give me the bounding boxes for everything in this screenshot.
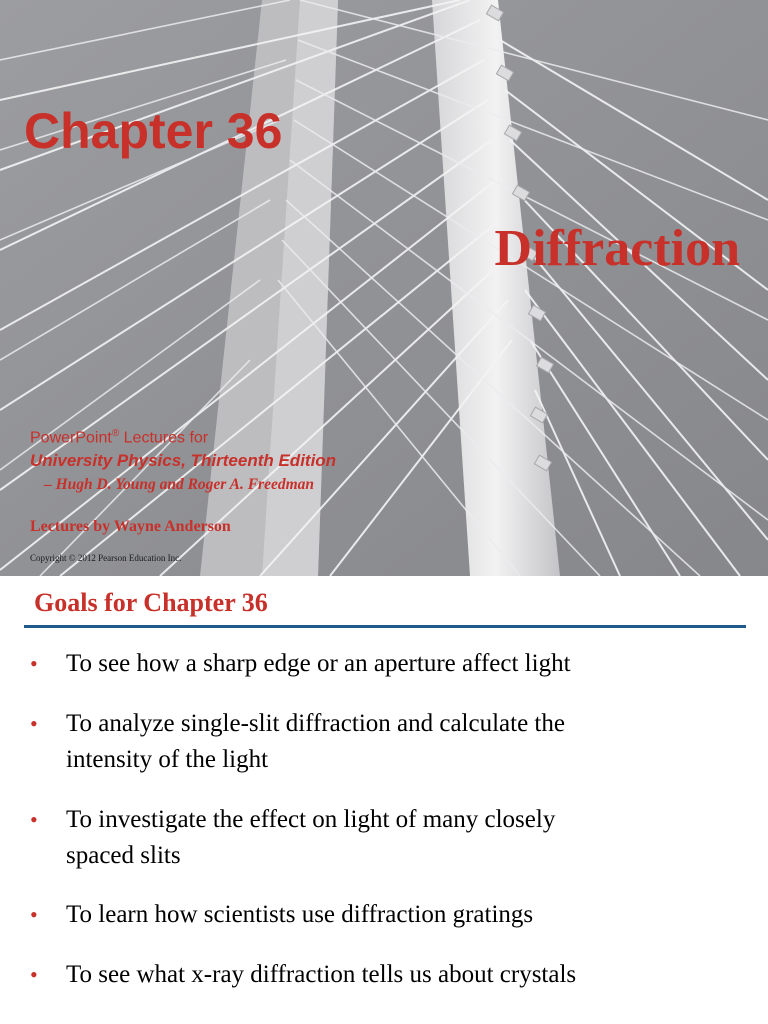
goal-text xyxy=(66,706,565,778)
lecture-suffix: Lectures for xyxy=(119,429,209,447)
title-divider xyxy=(24,625,746,628)
goal-item xyxy=(30,706,730,778)
goals-slide xyxy=(0,576,768,1024)
goal-text xyxy=(66,646,571,682)
bullet-icon: • xyxy=(30,711,38,736)
goal-item xyxy=(30,802,730,874)
topic-title: Diffraction xyxy=(494,220,740,277)
copyright-notice: Copyright © 2012 Pearson Education Inc. xyxy=(30,553,182,563)
goal-text-line: intensity of the light xyxy=(66,746,269,773)
goal-text-line: To see what x-ray diffraction tells us about crystals xyxy=(66,961,577,988)
goal-text xyxy=(66,897,533,933)
goal-item xyxy=(30,897,730,933)
goal-text-line: To investigate the effect on light of many closely xyxy=(66,806,556,833)
goals-title: Goals for Chapter 36 xyxy=(34,588,268,617)
bullet-icon: • xyxy=(30,962,38,987)
lecture-series-line xyxy=(30,428,208,447)
goal-text xyxy=(66,802,555,874)
goal-text-line: To learn how scientists use diffraction gratings xyxy=(66,901,534,928)
goal-text-line: To see how a sharp edge or an aperture affect light xyxy=(66,650,571,677)
book-authors: – Hugh D. Young and Roger A. Freedman xyxy=(44,476,315,493)
lecturer: Lectures by Wayne Anderson xyxy=(30,518,231,535)
book-title: University Physics, Thirteenth Edition xyxy=(30,451,337,470)
lecture-prefix: PowerPoint xyxy=(30,429,112,447)
goal-text-line: spaced slits xyxy=(66,842,181,869)
goal-item xyxy=(30,957,730,993)
goal-item xyxy=(30,646,730,682)
bullet-icon: • xyxy=(30,651,38,676)
bullet-icon: • xyxy=(30,902,38,927)
goal-text-line: To analyze single-slit diffraction and calculate the xyxy=(66,710,565,737)
goal-text xyxy=(66,957,576,993)
bullet-icon: • xyxy=(30,807,38,832)
chapter-title: Chapter 36 xyxy=(24,103,283,159)
registered-mark: ® xyxy=(111,428,120,439)
